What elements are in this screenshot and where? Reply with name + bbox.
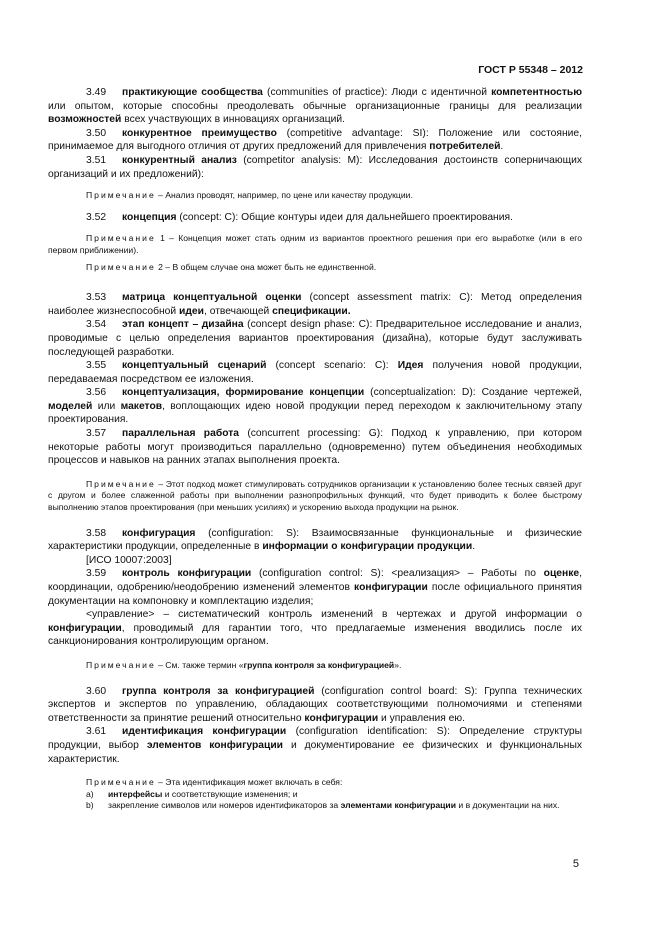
term: матрица концептуальной оценки bbox=[122, 292, 302, 304]
entry-3-50: 3.50 конкурентное преимущество (competitive advantage: SI): Положение или состояние, принимаемое для выгодного отличия от других предложений для привлечения потребителей. bbox=[48, 127, 582, 153]
list-item: а) интерфейсы и соответствующие изменения; и bbox=[86, 788, 298, 799]
term: практикующие сообщества bbox=[122, 87, 263, 98]
entry-3-52: 3.52 концепция (concept: C): Общие контуры идеи для дальнейшего проектирования. bbox=[86, 211, 513, 223]
list-item: b) закрепление символов или номеров идентификаторов за элементами конфигурации и в документации на них. bbox=[86, 800, 560, 811]
entry-3-57: 3.57 параллельная работа (concurrent processing: G): Подход к управлению, при котором некоторые работы могут производиться параллельно (одновременно) путем объединения необходимых процессов и навыков на ранних этапах выполнения проекта. bbox=[48, 428, 582, 467]
term: идентификация конфигурации bbox=[122, 726, 287, 738]
entry-3-61: 3.61 идентификация конфигурации (configuration identification: S): Определение структуры продукции, выбор элементов конфигурации и документирование ее физических и функциональных характеристик. bbox=[48, 726, 583, 765]
reference: [ИСО 10007:2003] bbox=[86, 554, 172, 566]
term: контроль конфигурации bbox=[122, 568, 252, 580]
note: Примечание – Анализ проводят, например, по цене или качеству продукции. bbox=[86, 190, 413, 201]
term: конкурентный анализ bbox=[122, 154, 237, 166]
note-list bbox=[48, 789, 582, 812]
entry-3-53: 3.53 матрица концептуальной оценки (concept assessment matrix: C): Метод определения наиболее жизнеспособной идеи, отвечающей спецификации. bbox=[48, 292, 582, 317]
page-number: 5 bbox=[572, 858, 579, 870]
entry-3-56: 3.56 концептуализация, формирование концепции (conceptualization: D): Создание чертежей, моделей или макетов, воплощающих идею новой продукции перед переходом к заключительному этапу проектирования. bbox=[48, 387, 583, 426]
term: этап концепт – дизайна bbox=[122, 319, 244, 331]
term: параллельная работа bbox=[122, 428, 239, 440]
note: Примечание 2 – В общем случае она может быть не единственной. bbox=[86, 261, 377, 272]
term: конфигурация bbox=[122, 527, 196, 539]
note: Примечание 1 – Концепция может стать одним из вариантов проектного решения при его выработке (или в его первом приближении). bbox=[48, 233, 582, 255]
term: концептуализация, формирование концепции bbox=[122, 387, 365, 399]
entry-3-51: 3.51 конкурентный анализ (competitor analysis: M): Исследования достоинств соперничающих организаций и их предложений): bbox=[48, 154, 582, 180]
term: концепция bbox=[122, 211, 177, 223]
note: Примечание – См. также термин «группа контроля за конфигурацией». bbox=[86, 659, 402, 670]
document-body bbox=[48, 86, 582, 812]
entry-3-54: 3.54 этап концепт – дизайна (concept design phase: C): Предварительное исследование и анализ, проводимые с целью определения вариантов проектирования (дизайна), которые будут заслуживать последующей разработки. bbox=[48, 319, 582, 358]
note: Примечание – Эта идентификация может включать в себя: bbox=[86, 777, 343, 788]
entry-3-49: 3.49 практикующие сообщества (communities of practice): Люди с идентичной компетентностью или опытом, которые способны преодолевать обычные организационные границы для реализации возможностей всех участвующих в инновациях организаций. bbox=[48, 87, 582, 126]
entry-3-55: 3.55 концептуальный сценарий (concept scenario: C): Идея получения новой продукции, передаваемая посредством ее изложения. bbox=[48, 360, 582, 385]
standard-header: ГОСТ Р 55348 – 2012 bbox=[478, 64, 583, 76]
entry-3-59-continued: <управление> – систематический контроль изменений в чертежах и другой информации о конфигурации, проводимый для гарантии того, что предлагаемые изменения вводились после их санкционирования контролирующим органом. bbox=[48, 609, 582, 648]
term: группа контроля за конфигурацией bbox=[122, 685, 315, 697]
note: Примечание – Этот подход может стимулировать сотрудников организации к установлению более тесных связей друг с другом и более слаженной работы при выполнении разнопрофильных функций, что будет приводить к более быстрому выполнению этапов проектирования (при меньших усилиях) и ускорению выхода продукции на рынок. bbox=[48, 478, 582, 513]
entry-3-59: 3.59 контроль конфигурации (configuration control: S): <реализация> – Работы по оценке, координации, одобрению/неодобрению изменений элементов конфигурации после официального принятия документации на компоновку и комплектацию изделия; bbox=[48, 568, 582, 607]
entry-3-60: 3.60 группа контроля за конфигурацией (configuration control board: S): Группа технических экспертов и экспертов по управлению, обладающих соответствующими полномочиями и степенями ответственности за принятие решений относительно конфигурации и управления ею. bbox=[48, 685, 582, 724]
entry-3-58: 3.58 конфигурация (configuration: S): Взаимосвязанные функциональные и физические характеристики продукции, определенные в информации о конфигурации продукции. bbox=[48, 527, 582, 553]
term: концептуальный сценарий bbox=[122, 360, 267, 372]
term: конкурентное преимущество bbox=[122, 127, 277, 139]
